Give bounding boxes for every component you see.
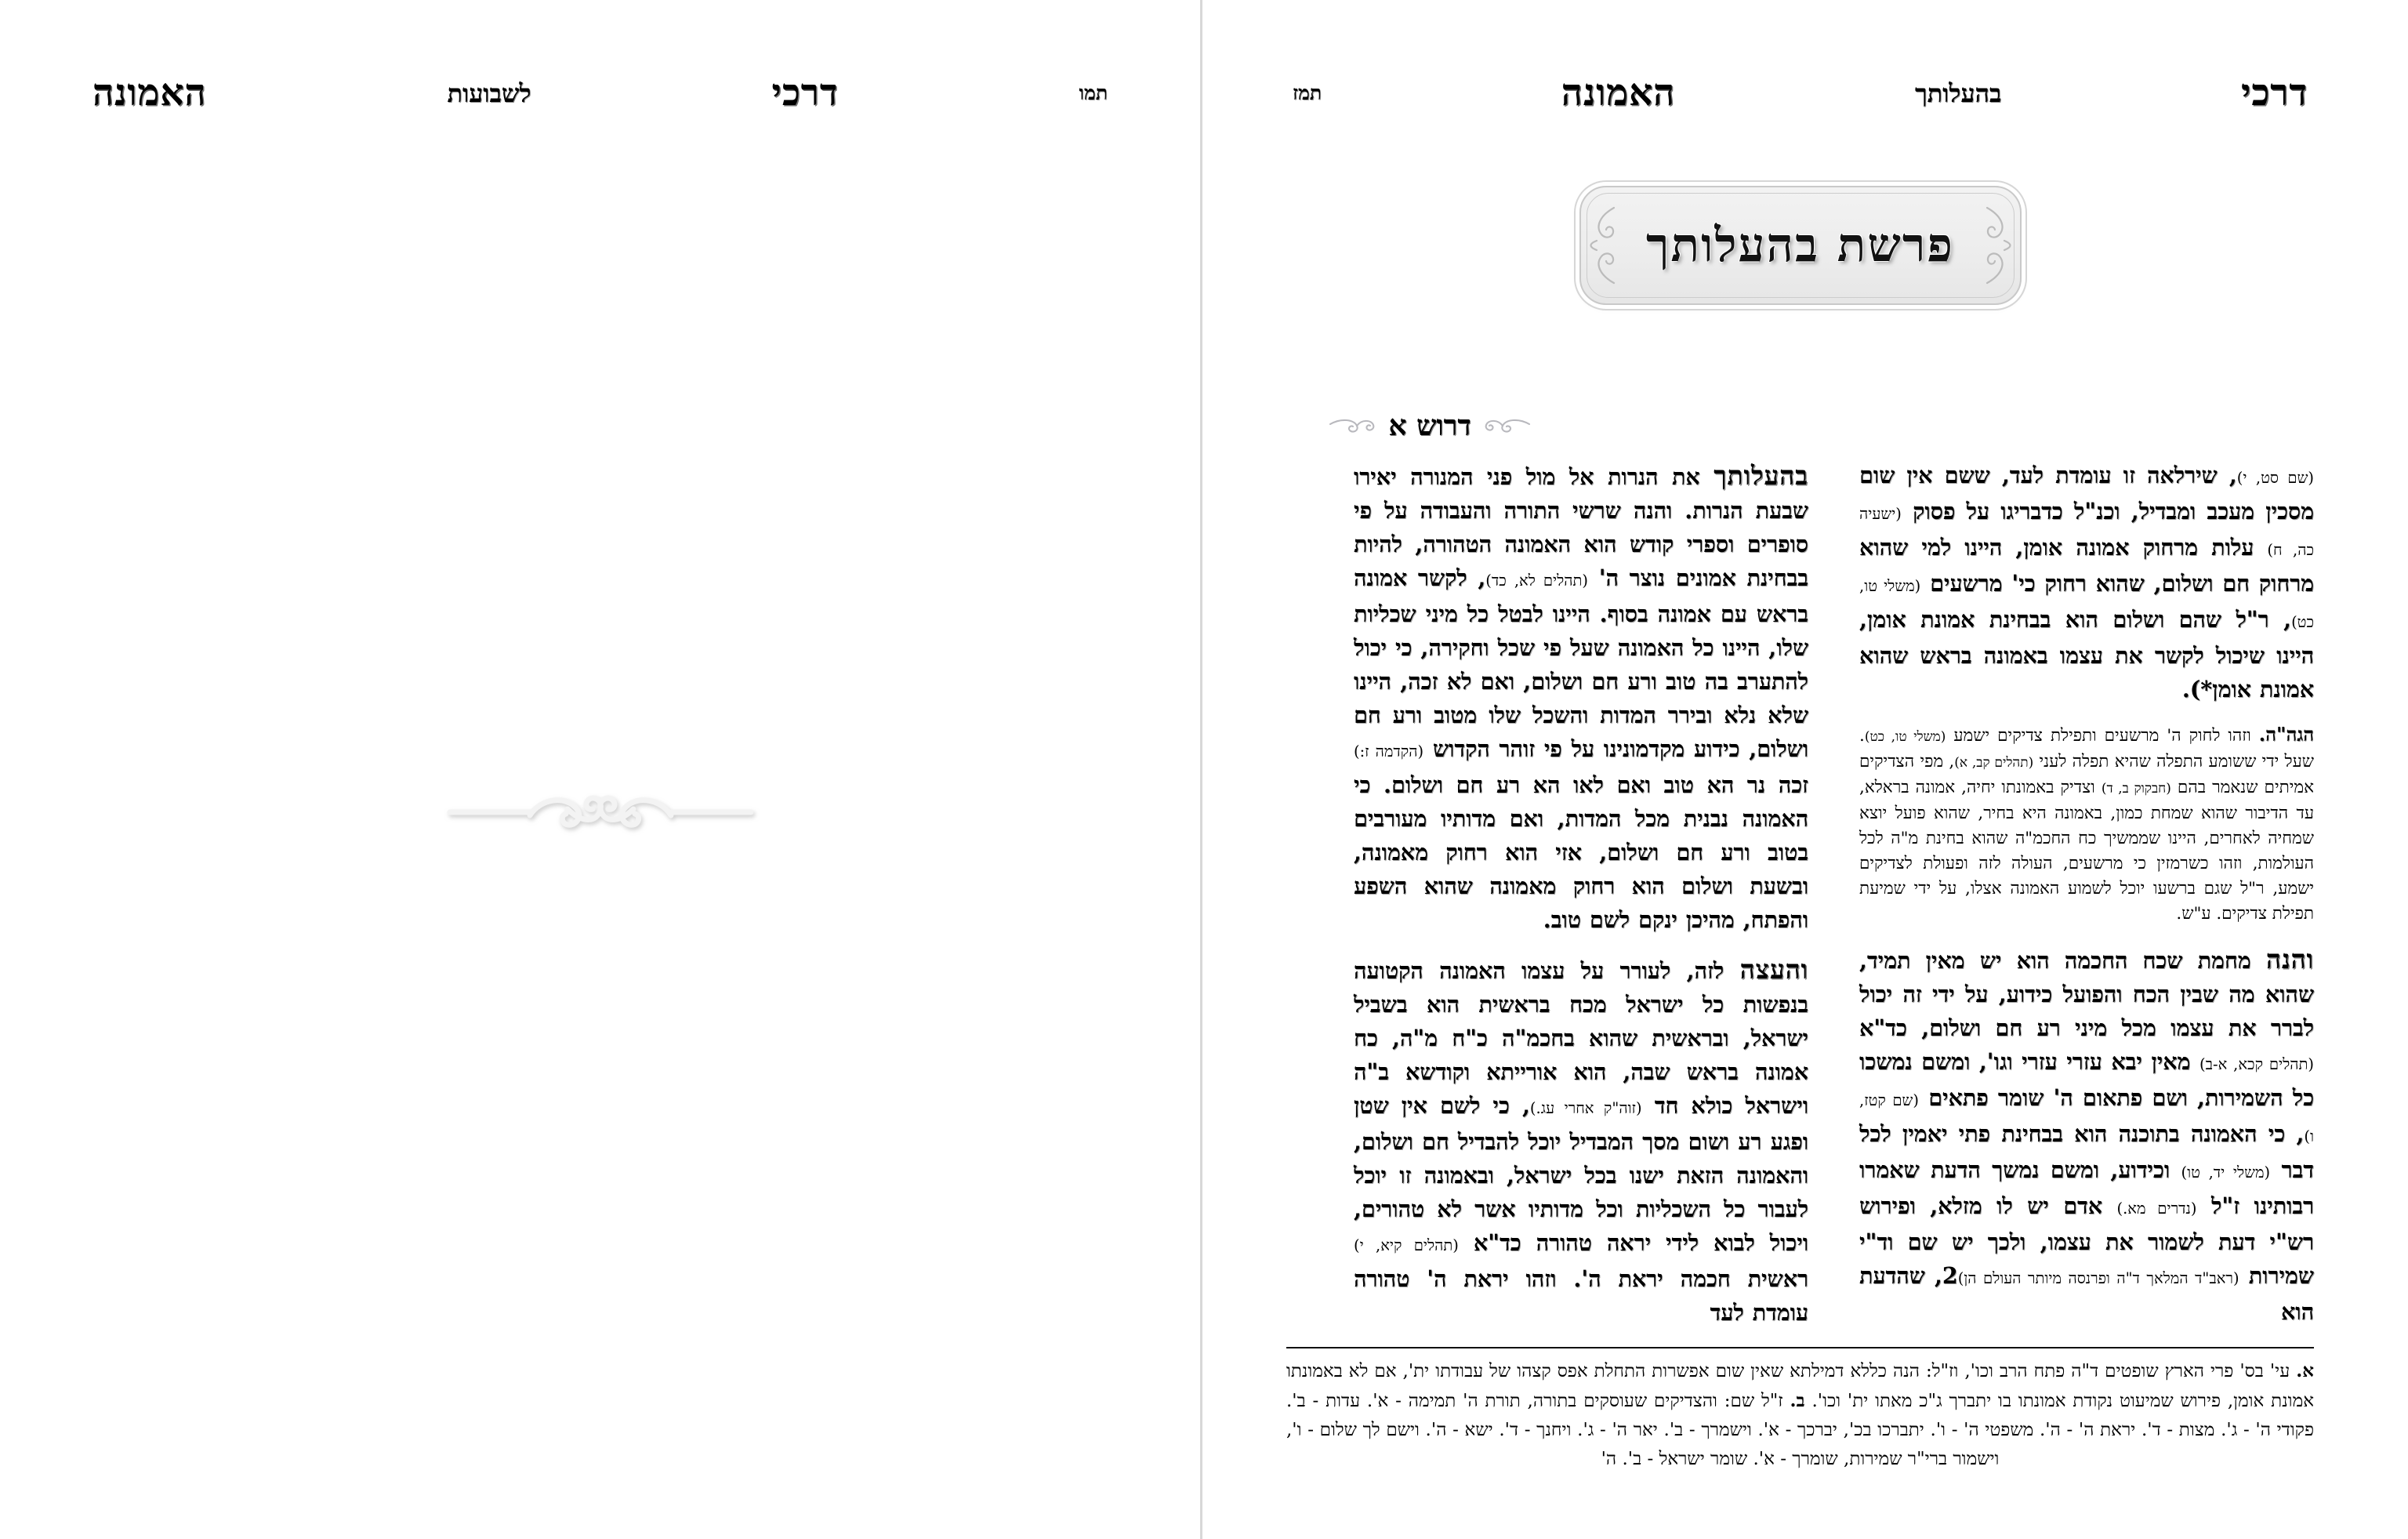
- paragraph-text: וכידוע, ומשם נמשך הדעת שאמרו רבותינו ז"ל: [1859, 1156, 2314, 1219]
- page-left: [1200, 0, 2400, 1539]
- source-citation: (חבקוק ב, ד): [2101, 781, 2171, 797]
- source-citation: (ישעיה כה, ח): [1859, 505, 2314, 559]
- source-citation: (זוה"ק אחרי עג.): [1529, 1099, 1642, 1117]
- running-head-book-title: דרכי: [2241, 71, 2308, 114]
- gloss-label: הגה"ה.: [2258, 723, 2314, 746]
- gloss-text: וצדיק באמונתו יחיה, אמונה בראלא, עד הדיבור שהוא שמחת כמון, באמונה היא בחיר, שהוא פועל יוצא שמחיה לאחרים, היינו שממשיך כח החכמ"ה שהוא בחינת מ"ה לכל העולמות, וזהו כשרמזין כי מרשעים, העולה לזה ופעולת לצדיקים ישמע, ר"ל שגם ברשעו יוכל לשמוע האמונה אצלו, על ידי שמיעת תפילת צדיקים. ע"ש.: [1859, 778, 2314, 924]
- source-citation: (שם קטז, ו): [1859, 1091, 2314, 1145]
- running-head-left: [1200, 71, 2400, 129]
- paragraph-text: ראשית חכמה יראת ה'. וזהו יראת ה' טהורה עומדת לעד: [1354, 1265, 1808, 1326]
- footnote-marker: ב.: [1790, 1390, 1805, 1411]
- footnote-marker: א.: [2296, 1360, 2314, 1381]
- paragraph: [1354, 953, 1808, 1330]
- source-citation: (תהלים קיא, י): [1354, 1236, 1459, 1254]
- paragraph-text: , לקשר אמונה בראש עם אמונה בסוף. היינו לבטל כל מיני שכליות שלו, היינו כל האמונה שעל פי שכל וחקירה, כי יכול להתערב בה טוב ורע חם ושלום, ואם לא זכה, היינו שלא נלא ובירר המדות והשכל שלו מטוב ורע חם ושלום, כידוע מקדמונינו על פי זוהר הקדוש: [1354, 564, 1808, 762]
- running-head-page-number: תמו: [1079, 82, 1108, 104]
- paragraph-text: , כי לשם אין שטן ופגע רע ושום מסך המבדיל יוכל להבדיל חם ושלום, והאמונה הזאת ישנו בכל ישראל, ובאמונה זו יוכל לעבור כל השכליות וכל מדותיו אשר לא טהורים, ויכול לבוא לידי יראה טהורה כד"א: [1354, 1092, 1808, 1256]
- paragraph: [1859, 459, 2314, 706]
- footnotes-block: [1286, 1356, 2314, 1474]
- footnote-text: עי' בס' פרי הארץ שופטים ד"ה פתח הרב וכו', וז"ל: הנה כללא דמילתא שאין שום אפשרות התחלת אפס קצהו של עבודתו ית', אם לא באמונתו אמונת אומן, פירוש שמיעוט נקודת אמונתו בו יתברך ג"כ מאתו ית' וכו'.: [1286, 1361, 2315, 1411]
- plaque-corner-flourish-right-icon: [1979, 205, 2014, 286]
- running-head-right: [0, 71, 1200, 129]
- paragraph-lead-word: והנה: [2265, 944, 2314, 975]
- plaque-corner-flourish-left-icon: [1587, 205, 1622, 286]
- paragraph: [1859, 942, 2314, 1329]
- source-citation: (תהלים לא, כד): [1485, 572, 1588, 590]
- paragraph-text: את הנרות אל מול פני המנורה יאירו שבעת הנרות. והנה שרשי התורה והעבודה על פי סופרים וספרי קודש הוא האמונה הטהורה, להיות בבחינת אמונים נוצר ה': [1354, 463, 1808, 591]
- paragraph-text: זכה נר הא טוב ואם לאו הא רע חם ושלום. כי האמונה נבנית מכל המדות, ואם מדותיו מעורבים בטוב ורע חם ושלום, אזי הוא רחוק מאמונה, ובשעת ושלום הוא רחוק מאמונה שהוא השפע והפתח, מהיכן ינקם לשם טוב.: [1354, 771, 1808, 933]
- source-citation: (משלי טו, כט): [1864, 729, 1946, 745]
- source-citation: (הקדמה ז:): [1354, 742, 1424, 760]
- source-citation: (תהלים קכא, א-ב): [2199, 1055, 2314, 1073]
- paragraph-text: לזה, לעורר על עצמו האמונה הקטועה בנפשות כל ישראל מכח בראשית הוא בשביל ישראל, ובראשית שהוא בחכמ"ה כ"ח מ"ה, כח אמונה בראש שבה, הוא אורייתא וקודשא ב"ה וישראל כולא חד: [1354, 957, 1808, 1119]
- marginal-gloss: [1859, 722, 2314, 927]
- drush-label: דרוש א: [1388, 409, 1471, 442]
- paragraph-text: , כי האמונה בתוכנה הוא בבחינת פתי יאמין לכל דבר: [1859, 1120, 2314, 1183]
- running-head-page-number: תמז: [1293, 82, 1322, 104]
- source-citation: (משלי יד, טו): [2181, 1163, 2271, 1181]
- ornamental-divider: [0, 787, 1200, 842]
- source-citation: (משלי טו, כט): [1859, 577, 2314, 631]
- drush-heading: [1328, 409, 1532, 442]
- page-right: [0, 0, 1200, 1539]
- source-citation: (ראב"ד המלאך ד"ה ופרנסה מיותר העולם הן): [1957, 1269, 2239, 1287]
- parsha-title-plaque-wrapper: [1200, 186, 2400, 305]
- paragraph-lead-word: והעצה: [1739, 954, 1808, 985]
- source-citation: (שם סט, י): [2236, 469, 2314, 487]
- paragraph-text: מחמת שכח החכמה הוא יש מאין תמיד, שהוא מה שבין הכח והפועל כידוע, על ידי זה יכול לברר את עצמו מכל מיני רע חם ושלום, כד"א: [1859, 947, 2314, 1041]
- paragraph-text: , שירלאה זו עומדת לעד, ששם אין שום מסכין מעכב ומבדיל, וכנ"ל כדבריגו על פסוק: [1859, 462, 2314, 524]
- page-title: פרשת בהעלותך: [1646, 218, 1954, 273]
- paragraph: [1354, 459, 1808, 937]
- running-head-book-subtitle: האמונה: [92, 71, 207, 114]
- flourish-right-icon: [1329, 417, 1377, 434]
- paragraph-text: 2, שהדעת הוא: [1859, 1262, 2314, 1325]
- running-head-book-title: דרכי: [771, 71, 839, 114]
- paragraph-lead-word: בהעלותך: [1714, 460, 1808, 491]
- paragraph-text: , ר"ל שהם ושלום הוא בבחינת אמונת אומן, היינו שיכול לקשר את עצמו באמונה בראש שהוא אמונת אומן*).: [1859, 606, 2314, 702]
- source-citation: (נדרים מא.): [2116, 1200, 2197, 1218]
- paragraph-text: עלות מרחוק אמונה אומן, היינו למי שהוא מרחוק חם ושלום, שהוא רחוק כי' מרשעים: [1859, 534, 2314, 597]
- flourish-left-icon: [1482, 417, 1531, 434]
- column-left-page-main: [1354, 459, 1808, 1330]
- running-head-book-subtitle: האמונה: [1561, 71, 1676, 114]
- source-citation: (תהלים קב, א): [1954, 755, 2034, 771]
- gloss-text: . שעל ידי ששומע התפלה שהיא תפלה לעני: [1859, 726, 2314, 771]
- running-head-section: בהעלותך: [1914, 78, 2002, 108]
- footnote-text: ז"ל שם: והצדיקים שעוסקים בתורה, תורת ה' תמימה - א'. עדות - ב'. פקודי ה' - ג'. מצות - ד'. יראת ה' - ה'. משפטי ה' - ו'. יתברכו בכ', יברכך - א'. וישמרך - ב'. יאר ה' - ג'. ויחנך - ד'. ישא - ה'. וישם לך שלום - ו', וישמור ברי"ר שמירות, שומרך - א'. שומר ישראל - ב'. ה': [1286, 1391, 2314, 1469]
- paragraph-text: אדם יש לו מזלא, ופירוש רש"י דעת לשמור את עצמו, ולכך יש שם וד"י שמירות: [1859, 1192, 2314, 1289]
- footnote-separator: [1286, 1347, 2314, 1348]
- flourish-divider-icon: [436, 787, 765, 842]
- gloss-text: , מפי הצדיקים אמיתים שנאמר בהם: [1859, 752, 2314, 797]
- running-head-section: לשבועות: [447, 78, 531, 108]
- parsha-title-plaque: [1579, 186, 2022, 305]
- gloss-text: וזהו לחוק ה' מרשעים ותפילת צדיקים ישמע: [1946, 726, 2259, 746]
- paragraph-text: מאין יבא עזרי עזרי וגו', ומשם נמשכו כל השמירות, ושם פתאום ה' שומר פתאים: [1859, 1048, 2314, 1111]
- column-left-page-narrow: [1859, 459, 2314, 1329]
